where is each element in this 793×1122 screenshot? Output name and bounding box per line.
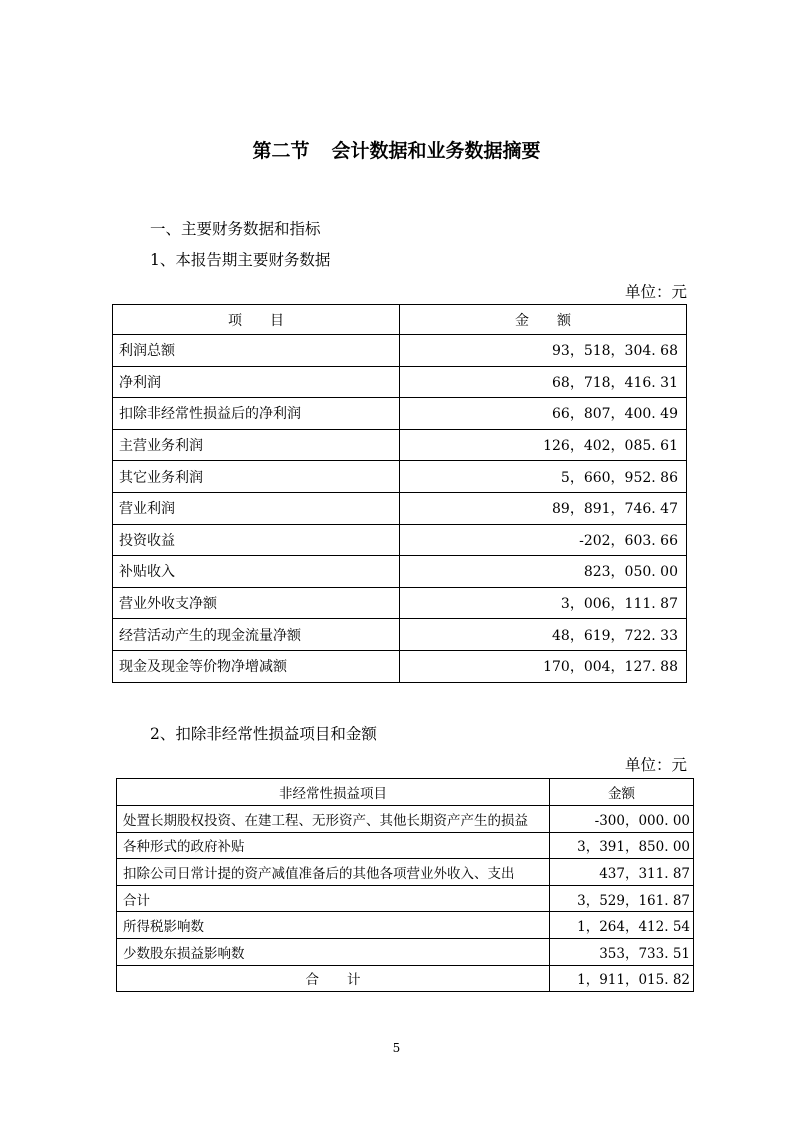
section-label: 第二节 bbox=[252, 140, 310, 162]
col-header-item: 项 目 bbox=[113, 305, 400, 335]
table-row bbox=[113, 398, 687, 430]
unit-label-1: 单位：元 bbox=[624, 283, 687, 301]
row-amount: 5，660，952. 86 bbox=[400, 461, 687, 493]
table-row bbox=[113, 429, 687, 461]
page-title bbox=[0, 136, 793, 163]
row-item: 合计 bbox=[117, 885, 550, 912]
row-item: 扣除公司日常计提的资产减值准备后的其他各项营业外收入、支出 bbox=[117, 859, 550, 886]
total-row bbox=[117, 965, 694, 992]
table-row bbox=[113, 366, 687, 398]
col-header-item: 非经常性损益项目 bbox=[117, 779, 550, 806]
row-amount: 93，518，304. 68 bbox=[400, 335, 687, 367]
nonrecurring-items-table bbox=[116, 778, 694, 992]
table-row bbox=[117, 859, 694, 886]
row-item: 少数股东损益影响数 bbox=[117, 938, 550, 965]
row-amount: 3，006，111. 87 bbox=[400, 587, 687, 619]
row-item: 净利润 bbox=[113, 366, 400, 398]
row-item: 营业外收支净额 bbox=[113, 587, 400, 619]
row-amount: 353，733. 51 bbox=[550, 938, 694, 965]
row-amount: 3，391，850. 00 bbox=[550, 832, 694, 859]
row-amount: 48，619，722. 33 bbox=[400, 619, 687, 651]
col-header-amount: 金额 bbox=[550, 779, 694, 806]
table-row bbox=[117, 806, 694, 833]
table-row bbox=[117, 938, 694, 965]
page-number: 5 bbox=[392, 1041, 401, 1055]
table-row bbox=[113, 492, 687, 524]
table-row bbox=[113, 461, 687, 493]
table-row bbox=[117, 885, 694, 912]
row-amount: 3，529，161. 87 bbox=[550, 885, 694, 912]
financial-data-table bbox=[112, 304, 687, 683]
table-row bbox=[113, 524, 687, 556]
row-item: 补贴收入 bbox=[113, 556, 400, 588]
total-label: 合计 bbox=[305, 972, 389, 989]
section-title: 会计数据和业务数据摘要 bbox=[331, 140, 541, 162]
row-item: 各种形式的政府补贴 bbox=[117, 832, 550, 859]
row-item: 主营业务利润 bbox=[113, 429, 400, 461]
row-amount: 89，891，746. 47 bbox=[400, 492, 687, 524]
total-amount: 1，911，015. 82 bbox=[550, 965, 694, 992]
table-row bbox=[113, 556, 687, 588]
row-amount: 823，050. 00 bbox=[400, 556, 687, 588]
row-amount: -202，603. 66 bbox=[400, 524, 687, 556]
heading-main-data: 一、主要财务数据和指标 bbox=[150, 220, 321, 238]
row-amount: -300，000. 00 bbox=[550, 806, 694, 833]
row-amount: 437，311. 87 bbox=[550, 859, 694, 886]
table-row bbox=[113, 650, 687, 682]
row-item: 处置长期股权投资、在建工程、无形资产、其他长期资产产生的损益 bbox=[117, 806, 550, 833]
heading-period-data: 1、本报告期主要财务数据 bbox=[150, 251, 331, 269]
row-amount: 1，264，412. 54 bbox=[550, 912, 694, 939]
heading-nonrecurring: 2、扣除非经常性损益项目和金额 bbox=[150, 725, 377, 743]
row-item: 其它业务利润 bbox=[113, 461, 400, 493]
row-amount: 126，402，085. 61 bbox=[400, 429, 687, 461]
row-amount: 66，807，400. 49 bbox=[400, 398, 687, 430]
table-header-row bbox=[117, 779, 694, 806]
table-header-row bbox=[113, 305, 687, 335]
row-item: 扣除非经常性损益后的净利润 bbox=[113, 398, 400, 430]
row-amount: 68，718，416. 31 bbox=[400, 366, 687, 398]
table-row bbox=[117, 832, 694, 859]
total-label-cell bbox=[117, 965, 550, 992]
table-row bbox=[113, 587, 687, 619]
table-row bbox=[113, 619, 687, 651]
row-item: 所得税影响数 bbox=[117, 912, 550, 939]
row-amount: 170，004，127. 88 bbox=[400, 650, 687, 682]
row-item: 经营活动产生的现金流量净额 bbox=[113, 619, 400, 651]
row-item: 投资收益 bbox=[113, 524, 400, 556]
row-item: 现金及现金等价物净增减额 bbox=[113, 650, 400, 682]
col-header-amount: 金 额 bbox=[400, 305, 687, 335]
table-row bbox=[113, 335, 687, 367]
table-row bbox=[117, 912, 694, 939]
row-item: 营业利润 bbox=[113, 492, 400, 524]
unit-label-2: 单位：元 bbox=[624, 756, 687, 774]
row-item: 利润总额 bbox=[113, 335, 400, 367]
